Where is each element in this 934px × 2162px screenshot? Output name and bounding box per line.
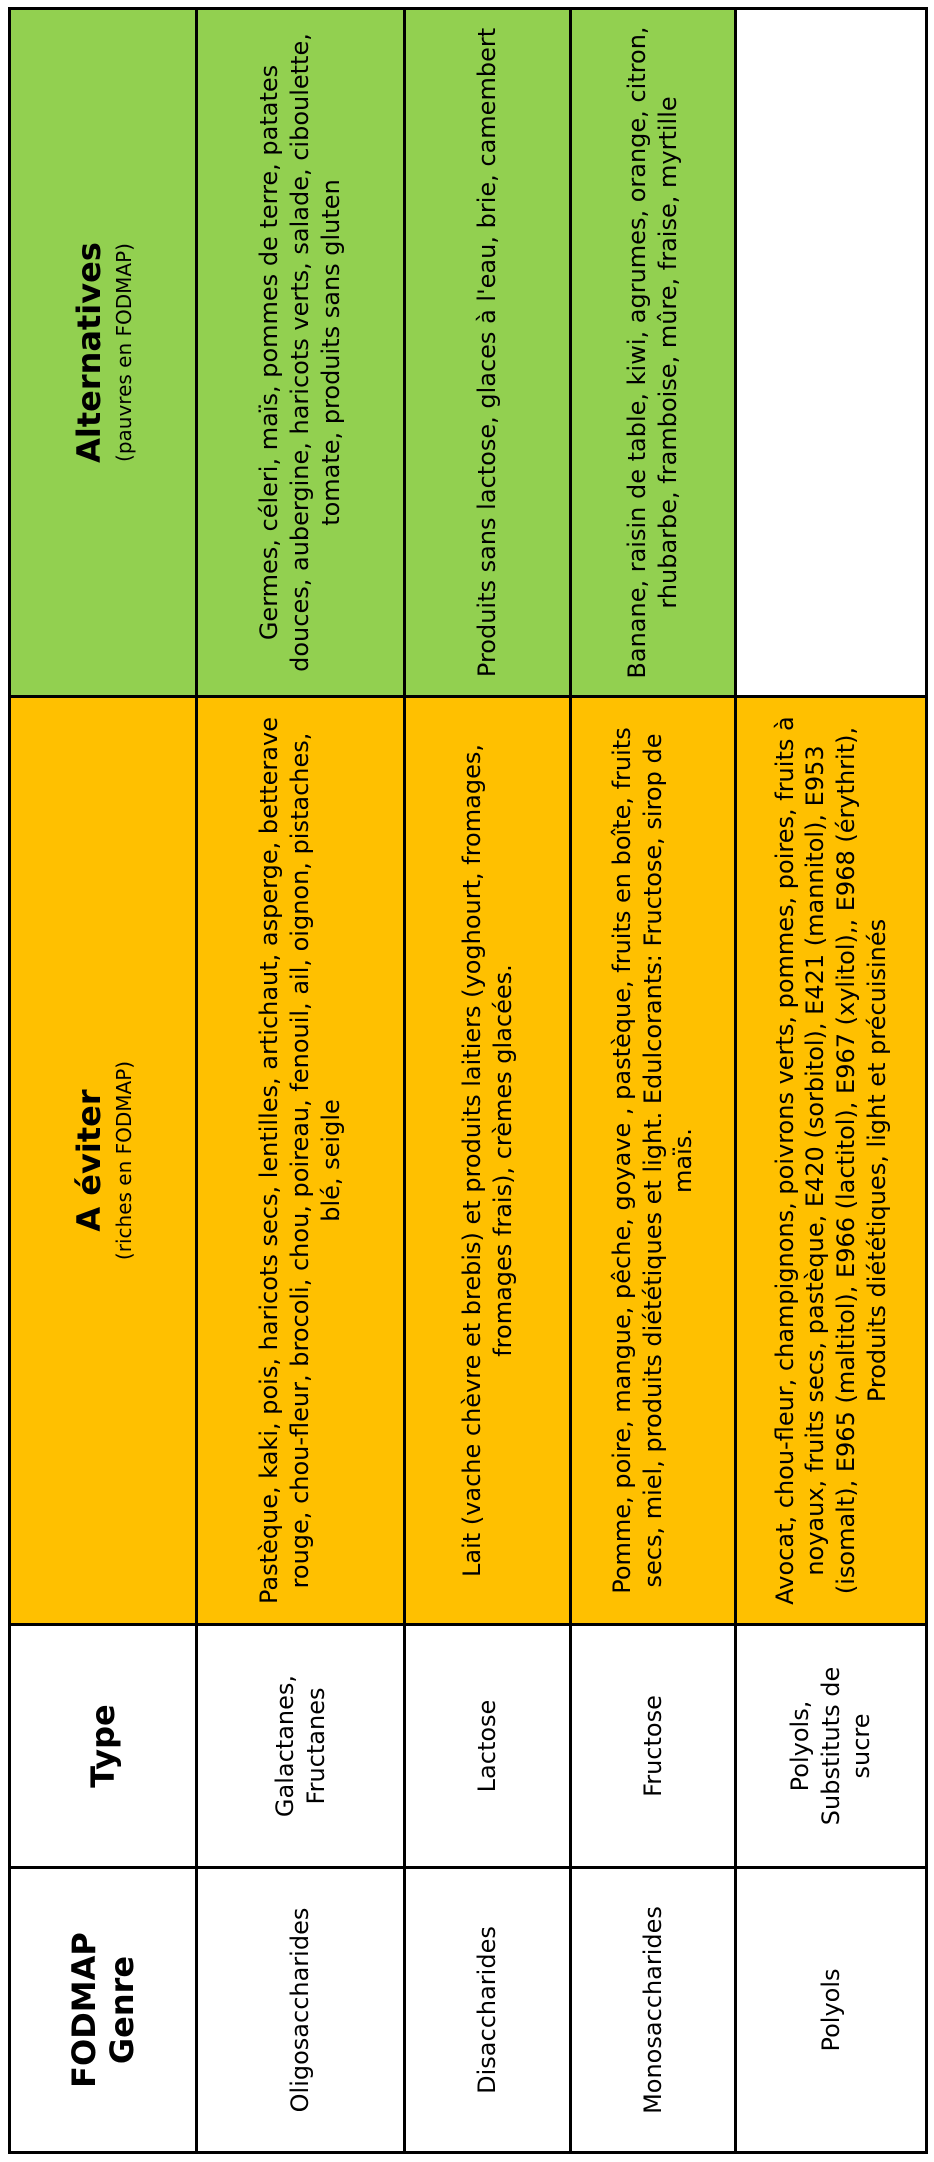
avoid-cell: Pastèque, kaki, pois, haricots secs, lentilles, artichaut, asperge, betterave rouge, chou-fleur, brocoli, chou, poireau, fenouil, ail, oignon, pistaches, blé, seigle [197,697,405,1625]
header-alternatives [10,9,197,697]
type-cell: Lactose [405,1625,571,1868]
alternatives-cell: Germes, céleri, maïs, pommes de terre, patates douces, aubergine, haricots verts, salade, ciboulette, tomate, produits sans gluten [197,9,405,697]
alternatives-title: Alternatives [69,242,108,463]
alternatives-cell [736,9,927,697]
genre-cell: Disaccharides [405,1868,571,2153]
type-cell: Polyols, Substituts de sucre [736,1625,927,1868]
header-genre: FODMAP Genre [10,1868,197,2153]
genre-cell: Oligosaccharides [197,1868,405,2153]
table-row [405,9,571,2153]
type-cell: Fructose [571,1625,736,1868]
header-row [10,9,197,2153]
genre-cell: Monosaccharides [571,1868,736,2153]
table-row [736,9,927,2153]
type-cell: Galactanes, Fructanes [197,1625,405,1868]
header-type: Type [10,1625,197,1868]
header-avoid [10,697,197,1625]
fodmap-table [8,7,928,2154]
table-row [571,9,736,2153]
table-row [197,9,405,2153]
avoid-cell: Avocat, chou-fleur, champignons, poivrons verts, pommes, poires, fruits à noyaux, fruits secs, pastèque, E420 (sorbitol), E421 (mannitol), E953 (isomalt), E965 (maltitol), E966 (lactitol), E967 (xylitol),, E968 (érythrit), Produits diététiques, light et précuisinés [736,697,927,1625]
avoid-cell: Lait (vache chèvre et brebis) et produits laitiers (yoghourt, fromages, fromages frais), crèmes glacées. [405,697,571,1625]
alternatives-cell: Produits sans lactose, glaces à l'eau, brie, camembert [405,9,571,697]
avoid-subtitle: (riches en FODMAP) [112,1060,137,1261]
alternatives-subtitle: (pauvres en FODMAP) [112,243,137,462]
genre-cell: Polyols [736,1868,927,2153]
avoid-cell: Pomme, poire, mangue, pêche, goyave , pastèque, fruits en boîte, fruits secs, miel, produits diététiques et light. Edulcorants: Fructose, sirop de maïs. [571,697,736,1625]
alternatives-cell: Banane, raisin de table, kiwi, agrumes, orange, citron, rhubarbe, framboise, mûre, fraise, myrtille [571,9,736,697]
avoid-title: A éviter [69,1089,108,1232]
